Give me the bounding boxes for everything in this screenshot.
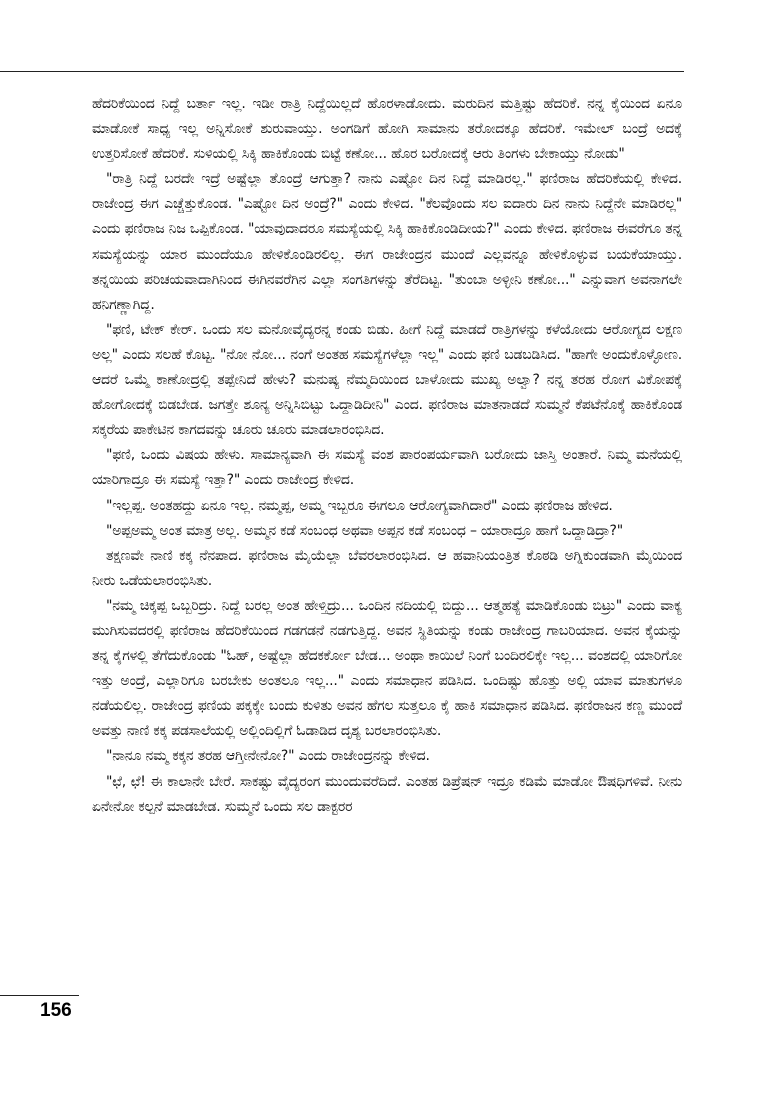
paragraph: "ಛೆ, ಛೆ! ಈ ಕಾಲಾನೇ ಬೇರೆ. ಸಾಕಷ್ಟು ವೈದ್ಯರಂಗ ಮುಂದುವರೆದಿದೆ. ಎಂತಹ ಡಿಪ್ರೆಷನ್ ಇದ್ರೂ ಕಡಿಮೆ ಮಾಡೋ ಔಷಧಿಗಳಿವೆ. ನೀನು ಏನೇನೋ ಕಲ್ಪನೆ ಮಾಡಬೇಡ. ಸುಮ್ಮನೆ ಒಂದು ಸಲ ಡಾಕ್ಟರರ [92, 773, 682, 815]
paragraph: "ಫಣಿ, ಒಂದು ವಿಷಯ ಹೇಳು. ಸಾಮಾನ್ಯವಾಗಿ ಈ ಸಮಸ್ಯೆ ವಂಶ ಪಾರಂಪರ್ಯವಾಗಿ ಬರೋದು ಜಾಸ್ತಿ ಅಂತಾರೆ. ನಿಮ್ಮ ಮನೆಯಲ್ಲಿ ಯಾರಿಗಾದ್ರೂ ಈ ಸಮಸ್ಯೆ ಇತ್ತಾ?" ಎಂದು ರಾಜೇಂದ್ರ ಕೇಳಿದ. [92, 447, 682, 489]
paragraph: "ಫಣಿ, ಟೇಕ್ ಕೇರ್. ಒಂದು ಸಲ ಮನೋವೈದ್ಯರನ್ನ ಕಂಡು ಬಿಡು. ಹೀಗೆ ನಿದ್ದೆ ಮಾಡದೆ ರಾತ್ರಿಗಳನ್ನು ಕಳೆಯೋದು ಆರೋಗ್ಯದ ಲಕ್ಷಣ ಅಲ್ಲ" ಎಂದು ಸಲಹೆ ಕೊಟ್ಟ. "ನೋ ನೋ... ನಂಗೆ ಅಂತಹ ಸಮಸ್ಯೆಗಳೆಲ್ಲಾ ಇಲ್ಲ" ಎಂದು ಫಣಿ ಬಡಬಡಿಸಿದ. "ಹಾಗೇ ಅಂದುಕೊಳ್ಳೋಣ. ಆದರೆ ಒಮ್ಮೆ ಕಾಣೋದ್ರಲ್ಲಿ ತಪ್ಪೇನಿದೆ ಹೇಳು? ಮನುಷ್ಯ ನೆಮ್ಮದಿಯಿಂದ ಬಾಳೋದು ಮುಖ್ಯ ಅಲ್ವಾ? ನನ್ನ ತರಹ ರೋಗ ವಿಕೋಪಕ್ಕೆ ಹೋಗೋದಕ್ಕೆ ಬಿಡಬೇಡ. ಜಗತ್ತೇ ಶೂನ್ಯ ಅನ್ನಿಸಿಬಿಟ್ಟು ಒದ್ದಾಡಿದೀನಿ" ಎಂದ. ಫಣಿರಾಜ ಮಾತನಾಡದೆ ಸುಮ್ಮನೆ ಕೆಪಟೆನೊಕ್ಕೆ ಹಾಕಿಕೊಂಡ ಸಕ್ಕರೆಯ ಪಾಕೇಟಿನ ಕಾಗದವನ್ನು ಚೂರು ಚೂರು ಮಾಡಲಾರಂಭಿಸಿದ. [92, 321, 682, 439]
paragraph: "ನಾನೂ ನಮ್ಮ ಕಕ್ಕನ ತರಹ ಆಗ್ತೀನೇನೋ?" ಎಂದು ರಾಜೇಂದ್ರನನ್ನು ಕೇಳಿದ. [106, 748, 430, 765]
paragraph: "ರಾತ್ರಿ ನಿದ್ದೆ ಬರದೇ ಇದ್ರೆ ಅಷ್ಟೆಲ್ಲಾ ತೊಂದ್ರೆ ಆಗುತ್ತಾ? ನಾನು ಎಷ್ಟೋ ದಿನ ನಿದ್ದೆ ಮಾಡಿರಲ್ಲ." ಫಣಿರಾಜ ಹೆದರಿಕೆಯಲ್ಲಿ ಕೇಳಿದ. ರಾಜೇಂದ್ರ ಈಗ ಎಚ್ಚೆತ್ತುಕೊಂಡ. "ಎಷ್ಟೋ ದಿನ ಅಂದ್ರೆ?" ಎಂದು ಕೇಳಿದ. "ಕೆಲವೊಂದು ಸಲ ಐದಾರು ದಿನ ನಾನು ನಿದ್ದೆನೇ ಮಾಡಿರಲ್ಲ" ಎಂದು ಫಣಿರಾಜ ನಿಜ ಒಪ್ಪಿಕೊಂಡ. "ಯಾವುದಾದರೂ ಸಮಸ್ಯೆಯಲ್ಲಿ ಸಿಕ್ಕಿ ಹಾಕಿಕೊಂಡಿದೀಯ?" ಎಂದು ಕೇಳಿದ. ಫಣಿರಾಜ ಈವರೆಗೂ ತನ್ನ ಸಮಸ್ಯೆಯನ್ನು ಯಾರ ಮುಂದೆಯೂ ಹೇಳಿಕೊಂಡಿರಲಿಲ್ಲ. ಈಗ ರಾಜೇಂದ್ರನ ಮುಂದೆ ಎಲ್ಲವನ್ನೂ ಹೇಳಿಕೊಳ್ಳುವ ಬಯಕೆಯಾಯ್ತು. ತನ್ನಯಿಯ ಪರಿಚಯವಾದಾಗಿನಿಂದ ಈಗಿನವರೆಗಿನ ಎಲ್ಲಾ ಸಂಗತಿಗಳನ್ನು ತೆರೆದಿಟ್ಟ. "ತುಂಬಾ ಅಳ್ಳೀನಿ ಕಣೋ..." ಎನ್ನುವಾಗ ಅವನಾಗಲೇ ಹನಿಗಣ್ಣಾಗಿದ್ದ. [92, 171, 682, 313]
paragraph: "ನಮ್ಮ ಚಿಕ್ಕಪ್ಪ ಒಬ್ಬರಿದ್ರು. ನಿದ್ದೆ ಬರಲ್ಲ ಅಂತ ಹೇಳ್ತಿದ್ರು... ಒಂದಿನ ನದಿಯಲ್ಲಿ ಬಿದ್ದು... ಆತ್ಮಹತ್ಯೆ ಮಾಡಿಕೊಂಡು ಬಿಟ್ರು" ಎಂದು ವಾಕ್ಯ ಮುಗಿಸುವದರಲ್ಲಿ ಫಣಿರಾಜ ಹೆದರಿಕೆಯಿಂದ ಗಡಗಡನೆ ನಡಗುತ್ತಿದ್ದ. ಅವನ ಸ್ಥಿತಿಯನ್ನು ಕಂಡು ರಾಜೇಂದ್ರ ಗಾಬರಿಯಾದ. ಅವನ ಕೈಯನ್ನು ತನ್ನ ಕೈಗಳಲ್ಲಿ ತೆಗೆದುಕೊಂಡು "ಓಹ್, ಅಷ್ಟೆಲ್ಲಾ ಹೆದಕರ್ಕೋ ಬೇಡ... ಅಂಥಾ ಕಾಯಿಲೆ ನಿಂಗೆ ಬಂದಿರಲಿಕ್ಕೇ ಇಲ್ಲ... ವಂಶದಲ್ಲಿ ಯಾರಿಗೋ ಇತ್ತು ಅಂದ್ರೆ, ಎಲ್ಲಾರಿಗೂ ಬರಬೇಕು ಅಂತಲೂ ಇಲ್ಲ..." ಎಂದು ಸಮಾಧಾನ ಪಡಿಸಿದ. ಒಂದಿಷ್ಟು ಹೊತ್ತು ಅಲ್ಲಿ ಯಾವ ಮಾತುಗಳೂ ನಡೆಯಲಿಲ್ಲ. ರಾಜೇಂದ್ರ ಫಣಿಯ ಪಕ್ಕಕ್ಕೇ ಬಂದು ಕುಳಿತು ಅವನ ಹೆಗಲ ಸುತ್ತಲೂ ಕೈ ಹಾಕಿ ಸಮಾಧಾನ ಪಡಿಸಿದ. ಫಣಿರಾಜನ ಕಣ್ಣ ಮುಂದೆ ಅವತ್ತು ನಾಣಿ ಕಕ್ಕ ಪಡಸಾಲೆಯಲ್ಲಿ ಅಲ್ಲಿಂದಿಲ್ಲಿಗೆ ಓಡಾಡಿದ ದೃಶ್ಯ ಬರಲಾರಂಭಿಸಿತು. [92, 597, 682, 740]
paragraph: ಹೆದರಿಕೆಯಿಂದ ನಿದ್ದೆ ಬರ್ತಾ ಇಲ್ಲ. ಇಡೀ ರಾತ್ರಿ ನಿದ್ದೆಯಿಲ್ಲದೆ ಹೊರಳಾಡೋದು. ಮರುದಿನ ಮತ್ತಿಷ್ಟು ಹೆದರಿಕೆ. ನನ್ನ ಕೈಯಿಂದ ಏನೂ ಮಾಡೋಕೆ ಸಾಧ್ಯ ಇಲ್ಲ ಅನ್ನಿಸೋಕೆ ಶುರುವಾಯ್ತು. ಅಂಗಡಿಗೆ ಹೋಗಿ ಸಾಮಾನು ತರೋದಕ್ಕೂ ಹೆದರಿಕೆ. ಇಮೇಲ್ ಬಂದ್ರೆ ಅದಕ್ಕೆ ಉತ್ತರಿಸೋಕೆ ಹೆದರಿಕೆ. ಸುಳಿಯಲ್ಲಿ ಸಿಕ್ಕಿ ಹಾಕಿಕೊಂಡು ಬಿಟ್ಟೆ ಕಣೋ... ಹೊರ ಬರೋದಕ್ಕೆ ಆರು ತಿಂಗಳು ಬೇಕಾಯ್ತು ನೋಡು" [92, 96, 682, 163]
paragraph: "ಅಪ್ಪಅಮ್ಮ ಅಂತ ಮಾತ್ರ ಅಲ್ಲ. ಅಮ್ಮನ ಕಡೆ ಸಂಬಂಧ ಅಥವಾ ಅಪ್ಪನ ಕಡೆ ಸಂಬಂಧ – ಯಾರಾದ್ರೂ ಹಾಗೆ ಒದ್ದಾಡಿದ್ರಾ?" [106, 522, 623, 539]
body-text [92, 92, 682, 820]
footer-rule [0, 995, 79, 996]
page-number: 156 [40, 1000, 72, 1021]
paragraph: ತಕ್ಷಣವೇ ನಾಣಿ ಕಕ್ಕ ನೆನಪಾದ. ಫಣಿರಾಜ ಮೈಯೆಲ್ಲಾ ಬೆವರಲಾರಂಭಿಸಿದ. ಆ ಹವಾನಿಯಂತ್ರಿತ ಕೊಠಡಿ ಅಗ್ನಿಕುಂಡವಾಗಿ ಮೈಯಿಂದ ನೀರು ಒಡೆಯಲಾರಂಭಿಸಿತು. [92, 547, 682, 589]
paragraph: "ಇಲ್ಲಪ್ಪ. ಅಂತಹದ್ದು ಏನೂ ಇಲ್ಲ. ನಮ್ಮಪ್ಪ, ಅಮ್ಮ ಇಬ್ಬರೂ ಈಗಲೂ ಆರೋಗ್ಯವಾಗಿದಾರೆ" ಎಂದು ಫಣಿರಾಜ ಹೇಳಿದ. [106, 497, 613, 514]
header-rule [0, 71, 684, 72]
